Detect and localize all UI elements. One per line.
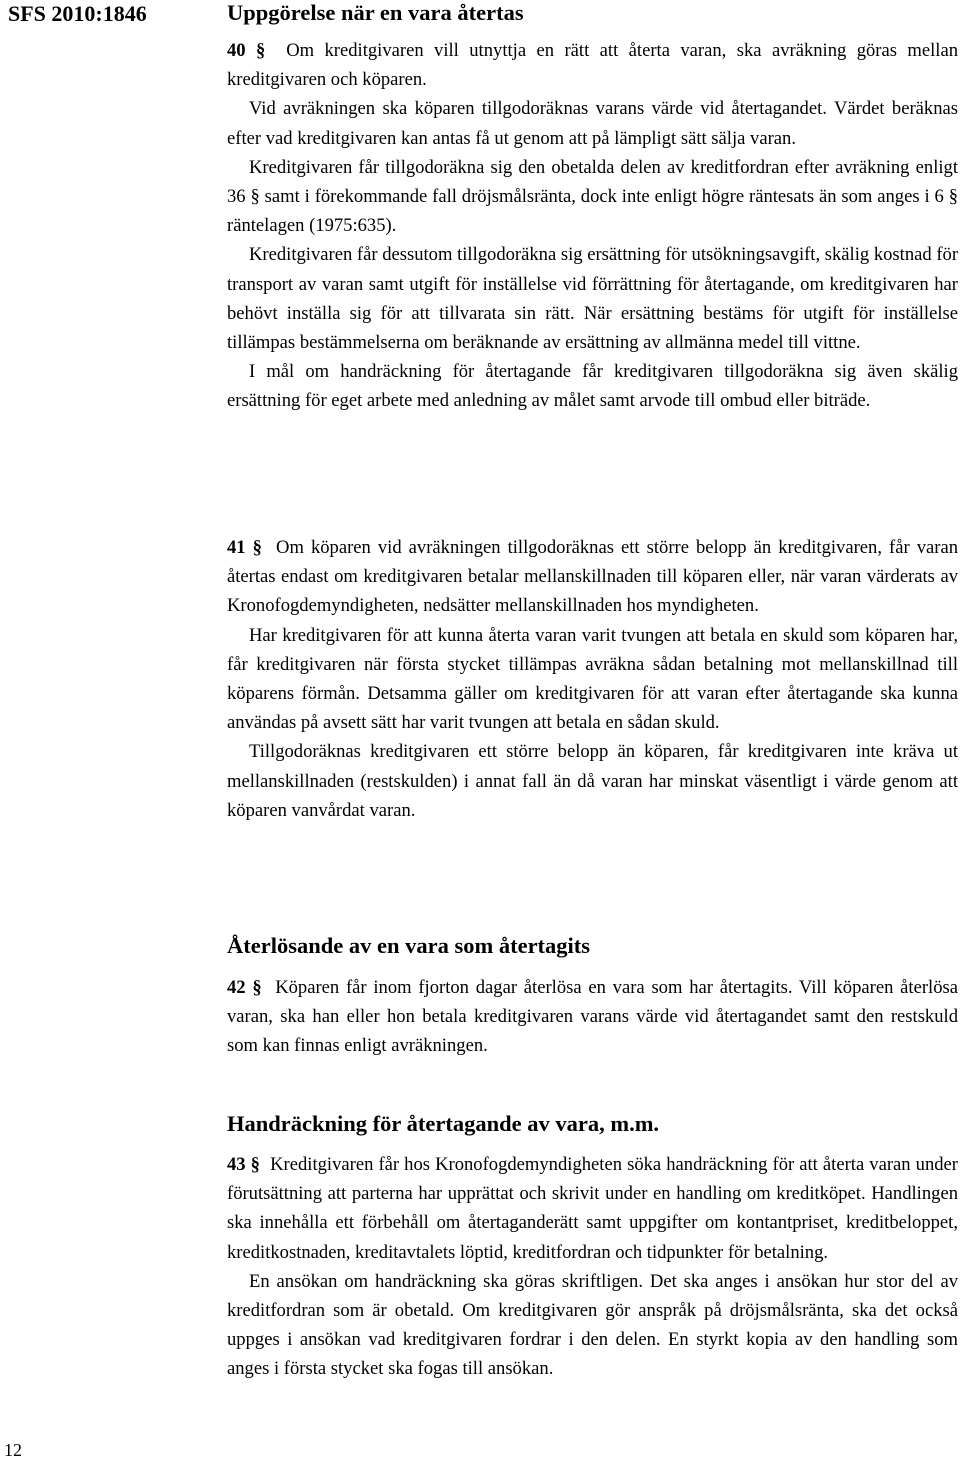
section-number: 40 (227, 40, 246, 61)
paragraph-text: En ansökan om handräckning ska göras skriftligen. Det ska anges i ansökan hur stor del av kreditfordran som är obetald. Om kreditgivaren gör anspråk på dröjsmålsränta, ska det också uppges i ansökan vad kreditgivaren fordrar i den delen. En styrkt kopia av den handling som anges i första stycket ska fogas till ansökan. (227, 1270, 958, 1380)
paragraph-text: Tillgodoräknas kreditgivaren ett större belopp än köparen, får kreditgivaren inte kräva ut mellanskillnaden (restskulden) i annat fall än då varan har minskat väsentligt i värde genom att köparen vanvårdat varan. (227, 741, 958, 821)
section-mark: § (252, 537, 262, 558)
paragraph-43-first (227, 1150, 958, 1267)
section-heading-settlement: Uppgörelse när en vara återtas (227, 0, 524, 25)
paragraph-43 (227, 1150, 958, 1384)
paragraph-text: Om köparen vid avräkningen tillgodoräknas ett större belopp än kreditgivaren, får varan återtas endast om kreditgivaren betalar mellanskillnaden till köparen eller, när varan värderats av Kronofogdemyndigheten, nedsätter mellanskillnaden hos myndigheten. (227, 537, 958, 617)
section-mark: § (250, 1154, 260, 1175)
paragraph-text: I mål om handräckning för återtagande får kreditgivaren tillgodoräkna sig även skälig ersättning för eget arbete med anledning av målet samt arvode till ombud eller biträde. (227, 361, 958, 412)
section-heading-enforcement: Handräckning för återtagande av vara, m.m. (227, 1111, 660, 1136)
paragraph-41-first (227, 533, 958, 621)
paragraph-42-first (227, 973, 958, 1061)
section-number: 41 (227, 537, 246, 558)
paragraph-text: Kreditgivaren får tillgodoräkna sig den obetalda delen av kreditfordran efter avräkning enligt 36 § samt i förekommande fall dröjsmålsränta, dock inte enligt högre räntesats än som anges i 6 § räntelagen (1975:635). (227, 156, 958, 237)
section-number: 42 (227, 977, 246, 998)
document-reference: SFS 2010:1846 (8, 1, 147, 26)
section-mark: § (252, 977, 262, 998)
paragraph-41 (227, 533, 958, 825)
page-number: 12 (4, 1440, 22, 1460)
paragraph-40-first (227, 36, 958, 94)
section-heading-redemption: Återlösande av en vara som återtagits (227, 933, 591, 958)
paragraph-40 (227, 36, 958, 416)
section-number: 43 (227, 1154, 246, 1175)
paragraph-text: Köparen får inom fjorton dagar återlösa en vara som har återtagits. Vill köparen återlösa varan, ska han eller hon betala kreditgivaren varans värde vid återtagandet samt den restskuld som kan finnas enligt avräkningen. (227, 977, 958, 1057)
paragraph-text: Vid avräkningen ska köparen tillgodoräknas varans värde vid återtagandet. Värdet beräknas efter vad kreditgivaren kan antas få ut genom att på lämpligt sätt sälja varan. (227, 98, 958, 149)
section-mark: § (256, 40, 266, 61)
paragraph-text: Om kreditgivaren vill utnyttja en rätt att återta varan, ska avräkning göras mellan kreditgivaren och köparen. (227, 40, 959, 91)
paragraph-42 (227, 973, 958, 1061)
paragraph-text: Har kreditgivaren för att kunna återta varan varit tvungen att betala en skuld som köparen har, får kreditgivaren när första stycket tillämpas avräkna sådan betalning mot mellanskillnad till köparens förmån. Detsamma gäller om kreditgivaren för att varan efter återtagande ska kunna användas på avsett sätt har varit tvungen att betala en sådan skuld. (227, 624, 958, 734)
paragraph-text: Kreditgivaren får dessutom tillgodoräkna sig ersättning för utsökningsavgift, skälig kostnad för transport av varan samt utgift för inställelse vid förrättning för återtagande, om kreditgivaren har behövt inställa sig för att tillvarata sin rätt. När ersättning bestäms för utgift för inställelse tillämpas bestämmelserna om beräknande av ersättning av allmänna medel till vittne. (227, 244, 959, 354)
paragraph-text: Kreditgivaren får hos Kronofogdemyndigheten söka handräckning för att återta varan under förutsättning att parterna har upprättat och skrivit under en handling om kreditköpet. Handlingen ska innehålla ett förbehåll om återtaganderätt samt uppgifter om kontantpriset, kreditbeloppet, kreditkostnaden, kreditavtalets löptid, kreditfordran och tidpunkter för betalning. (227, 1154, 958, 1263)
